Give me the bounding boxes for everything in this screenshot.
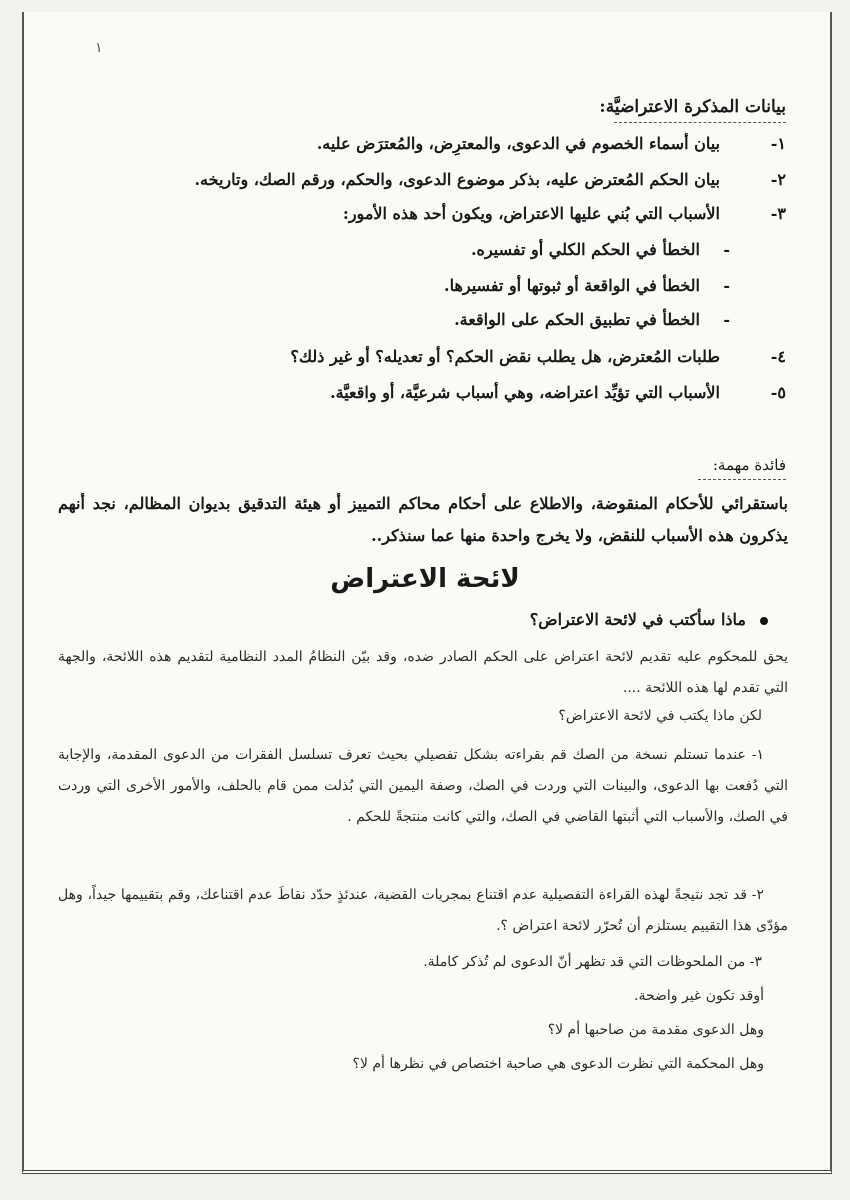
list-item: [96, 204, 786, 232]
heading-underline: [614, 122, 786, 123]
sub-list-item-text: الخطأ في تطبيق الحكم على الواقعة.: [454, 310, 700, 329]
list-item-text: الأسباب التي تؤيِّد اعتراضه، وهي أسباب شرعيَّة، أو واقعيَّة.: [330, 383, 720, 402]
body-line: وهل المحكمة التي نظرت الدعوى هي صاحبة اختصاص في نظرها أم لا؟: [352, 1056, 764, 1072]
sub-list-item-text: الخطأ في الحكم الكلي أو تفسيره.: [470, 240, 700, 259]
question-line: [530, 610, 768, 629]
body-paragraph: ١- عندما تستلم نسخة من الصك قم بقراءته بشكل تفصيلي بحيث تعرف تسلسل الفقرات من الدعوى المقدمة، والإجابة التي دُفعت بها الدعوى، والبينات التي وردت في الصك، وصفة اليمين التي بُذلت ممن قام بالحلف، والأمور الأخرى التي وردت في الصك، والأسباب التي أثبتها القاضي في الصك، والتي كانت منتجةً للحكم .: [58, 747, 788, 825]
list-item-number: ٢-: [770, 170, 786, 189]
list-item: [96, 383, 786, 411]
list-item: [96, 134, 786, 162]
list-item: [96, 347, 786, 375]
body-line: أوقد تكون غير واضحة.: [634, 988, 764, 1004]
list-item-number: ٥-: [770, 383, 786, 402]
list-item-number: ١-: [770, 134, 786, 153]
list-item-number: ٤-: [770, 347, 786, 366]
section-heading-memo-data: بيانات المذكرة الاعتراضيَّة:: [599, 97, 786, 117]
list-item: [96, 170, 786, 198]
sub-list-item: - الخطأ في الواقعة أو ثبوتها أو تفسيرها.: [444, 276, 730, 295]
important-note-paragraph: باستقرائي للأحكام المنقوضة، والاطلاع على أحكام محاكم التمييز أو هيئة التدقيق بديوان المظالم، نجد أنهم يذكرون هذه الأسباب للنقض، ولا يخرج واحدة منها عما سنذكر..: [58, 494, 788, 545]
body-paragraph: يحق للمحكوم عليه تقديم لائحة اعتراض على الحكم الصادر ضده، وقد بيّن النظامُ المدد النظامية لتقديم هذه اللائحة، والجهة التي تقدم لها هذه اللائحة ....: [58, 649, 788, 696]
page-title: لائحة الاعتراض: [330, 564, 520, 594]
body-line: وهل الدعوى مقدمة من صاحبها أم لا؟: [547, 1022, 764, 1038]
heading-underline: [698, 479, 786, 480]
question-text: ماذا سأكتب في لائحة الاعتراض؟: [529, 610, 746, 629]
sub-list-item: - الخطأ في الحكم الكلي أو تفسيره.: [470, 240, 730, 259]
body-paragraph: ٢- قد تجد نتيجةً لهذه القراءة التفصيلية عدم اقتناع بمجريات القضية، عندئذٍ حدّد نقاطَ عدم اقتناعك، وقم بتقييمها جيداً، وهل مؤدّى هذا التقييم يستلزم أن تُحرّر لائحة اعتراض ؟.: [58, 887, 788, 934]
list-item-number: ٣-: [770, 204, 786, 223]
sub-list-item-text: الخطأ في الواقعة أو ثبوتها أو تفسيرها.: [444, 276, 700, 295]
bullet-icon: [760, 617, 768, 625]
list-item-text: الأسباب التي بُني عليها الاعتراض، ويكون أحد هذه الأمور:: [342, 204, 720, 223]
list-item-text: بيان الحكم المُعترض عليه، بذكر موضوع الدعوى، والحكم، ورقم الصك، وتاريخه.: [194, 170, 720, 189]
body-line: ٣- من الملحوظات التي قد تظهر أنّ الدعوى لم تُذكر كاملة.: [423, 954, 762, 970]
sub-list-item: - الخطأ في تطبيق الحكم على الواقعة.: [454, 310, 730, 329]
list-item-text: طلبات المُعترض، هل يطلب نقض الحكم؟ أو تعديله؟ أو غير ذلك؟: [290, 347, 720, 366]
list-item-text: بيان أسماء الخصوم في الدعوى، والمعترِض، والمُعترَض عليه.: [316, 134, 720, 153]
section-heading-important-note: فائدة مهمة:: [712, 456, 786, 474]
page-number: ١: [95, 40, 103, 56]
body-line: لكن ماذا يكتب في لائحة الاعتراض؟: [558, 708, 762, 724]
